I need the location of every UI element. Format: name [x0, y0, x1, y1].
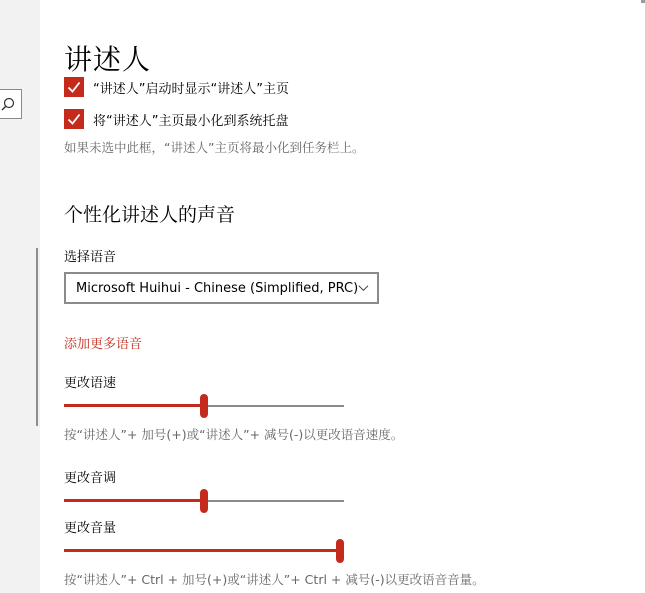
speed-slider[interactable]	[64, 393, 344, 419]
checkbox-box[interactable]	[64, 109, 84, 129]
choose-voice-label: 选择语音	[64, 250, 117, 265]
slider-fill	[64, 404, 204, 407]
speed-hint-text: 按“讲述人”+ 加号(+)或“讲述人”+ 减号(-)以更改语音速度。	[64, 427, 404, 442]
checkbox-label: 将“讲述人”主页最小化到系统托盘	[93, 113, 289, 129]
checkbox-minimize-tray[interactable]	[64, 109, 288, 129]
volume-hint-text: 按“讲述人”+ Ctrl + 加号(+)或“讲述人”+ Ctrl + 减号(-)以更改语音音量。	[64, 572, 485, 587]
speed-label: 更改语速	[64, 376, 117, 391]
volume-slider[interactable]	[64, 538, 344, 564]
pitch-slider[interactable]	[64, 488, 344, 514]
checkbox-label: “讲述人”启动时显示“讲述人”主页	[93, 81, 289, 97]
volume-label: 更改音量	[64, 521, 117, 536]
checkmark-icon	[67, 112, 81, 126]
slider-thumb[interactable]	[200, 394, 208, 418]
voice-dropdown-value: Microsoft Huihui - Chinese (Simplified, PRC)	[76, 280, 359, 296]
window-edge	[641, 0, 645, 3]
search-icon	[1, 97, 15, 111]
slider-thumb[interactable]	[336, 539, 344, 563]
section-title-voice: 个性化讲述人的声音	[64, 204, 236, 226]
voice-dropdown[interactable]	[64, 272, 379, 304]
pitch-label: 更改音调	[64, 471, 117, 486]
checkbox-show-home[interactable]	[64, 77, 289, 97]
slider-fill	[64, 549, 344, 552]
page-title: 讲述人	[64, 43, 152, 76]
sidebar-edge	[0, 0, 40, 593]
search-button[interactable]	[0, 89, 22, 119]
tray-hint-text: 如果未选中此框，“讲述人”主页将最小化到任务栏上。	[64, 140, 365, 155]
chevron-down-icon	[358, 284, 369, 292]
slider-fill	[64, 499, 204, 502]
checkmark-icon	[67, 80, 81, 94]
slider-thumb[interactable]	[200, 489, 208, 513]
scrollbar[interactable]	[36, 248, 38, 426]
add-voices-link[interactable]: 添加更多语音	[64, 337, 143, 352]
checkbox-box[interactable]	[64, 77, 84, 97]
